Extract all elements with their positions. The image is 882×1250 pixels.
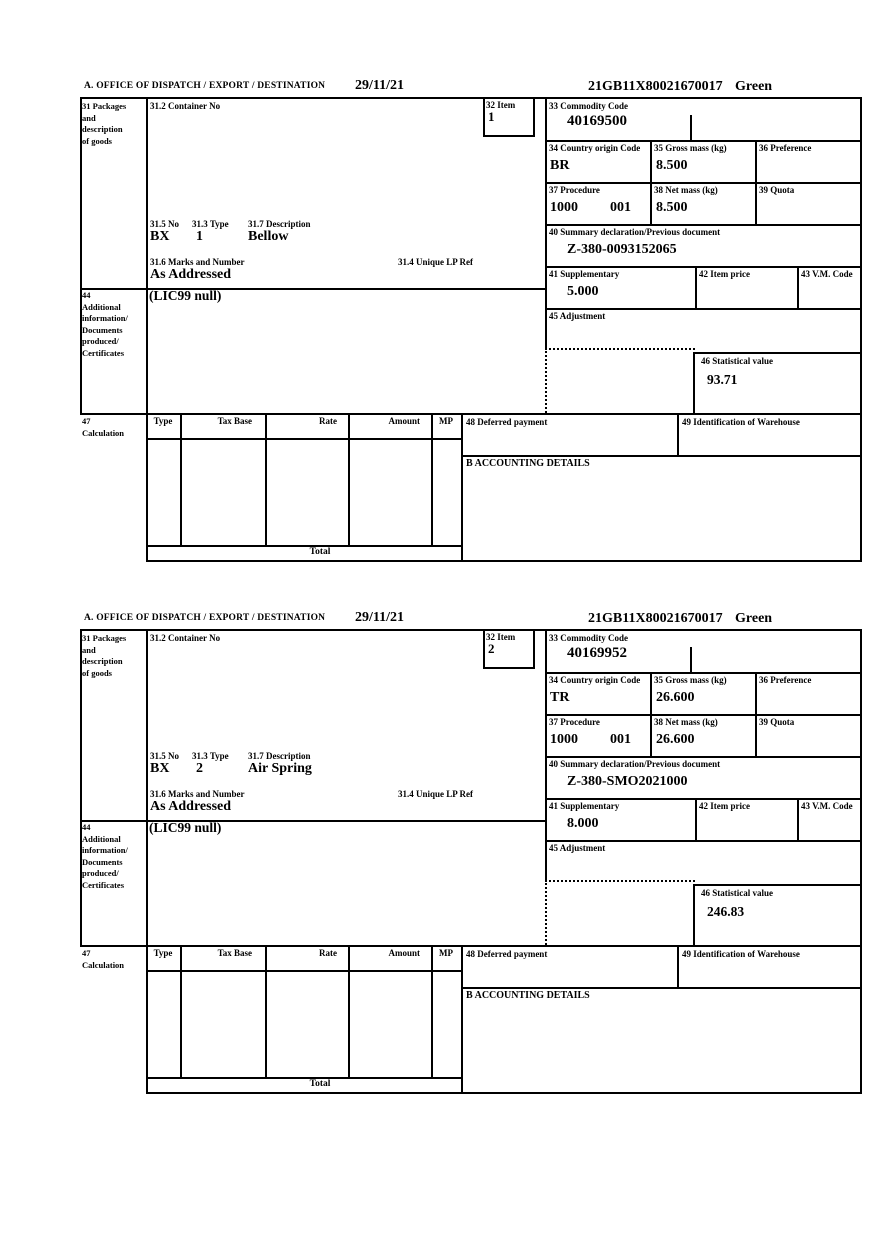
procedure-code2-value: 001	[610, 200, 631, 215]
box35-label: 35 Gross mass (kg)	[654, 675, 727, 685]
box39-label: 39 Quota	[759, 717, 795, 727]
line	[483, 629, 485, 667]
tax-col-rate-header: Rate	[319, 948, 337, 958]
box36-label: 36 Preference	[759, 675, 812, 685]
box31-5-label: 31.5 No	[150, 751, 179, 761]
line	[650, 672, 652, 758]
box31-label-line: description	[82, 656, 123, 666]
box34-label: 34 Country origin Code	[549, 675, 641, 685]
additional-information-value: (LIC99 null)	[149, 820, 222, 835]
line	[545, 798, 862, 800]
line	[146, 97, 148, 562]
line	[797, 266, 799, 310]
item-number-value: 1	[488, 109, 495, 124]
tax-col-amount-header: Amount	[388, 416, 420, 426]
accounting-details-label: B ACCOUNTING DETAILS	[466, 458, 590, 469]
line	[533, 629, 535, 669]
box49-label: 49 Identification of Warehouse	[682, 417, 800, 427]
line	[693, 884, 862, 886]
procedure-code-value: 1000	[550, 732, 578, 747]
net-mass-value: 8.500	[656, 200, 688, 215]
package-count-value: 1	[196, 229, 203, 244]
line	[483, 135, 535, 137]
line	[677, 945, 679, 987]
date-value: 29/11/21	[355, 78, 405, 93]
item-number-value: 2	[488, 641, 495, 656]
line	[265, 413, 267, 545]
line	[461, 455, 862, 457]
box47-label	[82, 416, 124, 439]
box31-label-line: and	[82, 112, 96, 123]
line	[693, 884, 695, 947]
item-sheet-1	[80, 75, 862, 562]
line	[80, 629, 862, 631]
box33-label: 33 Commodity Code	[549, 101, 628, 111]
line	[545, 140, 862, 142]
tax-total-label: Total	[309, 1079, 331, 1089]
net-mass-value: 26.600	[656, 732, 695, 747]
line	[695, 266, 697, 310]
box44-label-line: 44	[82, 822, 91, 832]
box35-label: 35 Gross mass (kg)	[654, 143, 727, 153]
line	[860, 629, 862, 1094]
commodity-code-separator	[690, 647, 692, 674]
box31-2-label: 31.2 Container No	[150, 633, 221, 643]
box31-label-line: of goods	[82, 135, 112, 146]
box31-6-label: 31.6 Marks and Number	[150, 257, 245, 267]
line	[461, 413, 463, 562]
line	[146, 1092, 862, 1094]
box44-label	[82, 290, 128, 359]
box33-label: 33 Commodity Code	[549, 633, 628, 643]
tax-col-taxbase-header: Tax Base	[217, 416, 252, 426]
line	[265, 945, 267, 1077]
box44-label-line: 44	[82, 290, 91, 300]
box32-label: 32 Item	[486, 632, 516, 642]
box44-label-line: information/	[82, 313, 128, 323]
summary-declaration-value: Z-380-SMO2021000	[567, 774, 688, 789]
box46-label: 46 Statistical value	[701, 356, 773, 366]
box44-label-line: information/	[82, 845, 128, 855]
box31-4-label: 31.4 Unique LP Ref	[398, 257, 474, 267]
line	[545, 756, 862, 758]
routing-status: Green	[735, 79, 773, 94]
line	[545, 224, 862, 226]
commodity-code-separator	[690, 115, 692, 142]
dotted-line	[545, 880, 695, 882]
marks-and-number-value: As Addressed	[150, 267, 232, 282]
package-count-value: 2	[196, 761, 203, 776]
box42-label: 42 Item price	[699, 269, 750, 279]
line	[431, 413, 433, 545]
line	[693, 352, 862, 354]
box31-label	[82, 633, 126, 679]
box31-3-label: 31.3 Type	[192, 219, 229, 229]
line	[80, 413, 862, 415]
line	[545, 97, 547, 350]
goods-description-value: Bellow	[248, 229, 289, 244]
supplementary-units-value: 5.000	[567, 284, 599, 299]
line	[80, 945, 862, 947]
box31-4-label: 31.4 Unique LP Ref	[398, 789, 474, 799]
box37-label: 37 Procedure	[549, 185, 600, 195]
procedure-code-value: 1000	[550, 200, 578, 215]
tax-col-type-header: Type	[153, 416, 173, 426]
tax-col-mp-header: MP	[439, 948, 453, 958]
line	[80, 97, 862, 99]
box34-label: 34 Country origin Code	[549, 143, 641, 153]
box31-label-line: 31 Packages	[82, 101, 127, 111]
declaration-reference: 21GB11X80021670017	[588, 79, 723, 94]
statistical-value: 93.71	[707, 372, 738, 387]
box31-3-label: 31.3 Type	[192, 751, 229, 761]
line	[650, 140, 652, 226]
line	[483, 667, 535, 669]
box31-label-line: 31 Packages	[82, 633, 127, 643]
box38-label: 38 Net mass (kg)	[654, 185, 718, 195]
line	[545, 629, 547, 882]
box43-label: 43 V.M. Code	[801, 269, 853, 279]
package-code-value: BX	[150, 229, 170, 244]
box47-label-line: Calculation	[82, 427, 125, 438]
statistical-value: 246.83	[707, 904, 745, 919]
line	[461, 987, 862, 989]
box44-label-line: Additional	[82, 833, 121, 844]
box31-7-label: 31.7 Description	[248, 751, 311, 761]
box49-label: 49 Identification of Warehouse	[682, 949, 800, 959]
gross-mass-value: 8.500	[656, 158, 688, 173]
country-origin-value: BR	[550, 158, 570, 173]
line	[755, 140, 757, 226]
line	[431, 945, 433, 1077]
line	[695, 798, 697, 842]
box44-label-line: Certificates	[82, 347, 125, 358]
additional-information-value: (LIC99 null)	[149, 288, 222, 303]
box42-label: 42 Item price	[699, 801, 750, 811]
line	[693, 352, 695, 415]
dotted-line	[545, 348, 547, 413]
box44-label-line: Documents	[82, 856, 123, 867]
country-origin-value: TR	[550, 690, 570, 705]
accounting-details-label: B ACCOUNTING DETAILS	[466, 990, 590, 1001]
summary-declaration-value: Z-380-0093152065	[567, 242, 677, 257]
line	[797, 798, 799, 842]
box44-label	[82, 822, 128, 891]
box31-2-label: 31.2 Container No	[150, 101, 221, 111]
box31-label	[82, 101, 126, 147]
line	[146, 438, 463, 440]
date-value: 29/11/21	[355, 610, 405, 625]
box40-label: 40 Summary declaration/Previous document	[549, 759, 721, 769]
office-of-dispatch-label: A. OFFICE OF DISPATCH / EXPORT / DESTINATION	[84, 81, 326, 91]
box31-6-label: 31.6 Marks and Number	[150, 789, 245, 799]
box41-label: 41 Supplementary	[549, 269, 620, 279]
box31-7-label: 31.7 Description	[248, 219, 311, 229]
declaration-reference: 21GB11X80021670017	[588, 611, 723, 626]
box31-label-line: of goods	[82, 667, 112, 678]
line	[755, 672, 757, 758]
box44-label-line: produced/	[82, 868, 119, 878]
box44-label-line: Additional	[82, 301, 121, 312]
routing-status: Green	[735, 611, 773, 626]
box47-label-line: Calculation	[82, 959, 125, 970]
box39-label: 39 Quota	[759, 185, 795, 195]
tax-col-taxbase-header: Tax Base	[217, 948, 252, 958]
box31-5-label: 31.5 No	[150, 219, 179, 229]
box31-label-line: and	[82, 644, 96, 655]
procedure-code2-value: 001	[610, 732, 631, 747]
line	[146, 629, 148, 1094]
line	[545, 714, 862, 716]
box47-label-line: 47	[82, 948, 91, 958]
line	[146, 560, 862, 562]
line	[545, 182, 862, 184]
marks-and-number-value: As Addressed	[150, 799, 232, 814]
box43-label: 43 V.M. Code	[801, 801, 853, 811]
box47-label-line: 47	[82, 416, 91, 426]
line	[677, 413, 679, 455]
line	[146, 970, 463, 972]
tax-col-type-header: Type	[153, 948, 173, 958]
tax-col-amount-header: Amount	[388, 948, 420, 958]
box44-label-line: Documents	[82, 324, 123, 335]
tax-col-mp-header: MP	[439, 416, 453, 426]
line	[860, 97, 862, 562]
box44-label-line: produced/	[82, 336, 119, 346]
box40-label: 40 Summary declaration/Previous document	[549, 227, 721, 237]
box47-label	[82, 948, 124, 971]
box46-label: 46 Statistical value	[701, 888, 773, 898]
box48-label: 48 Deferred payment	[466, 949, 548, 959]
box31-label-line: description	[82, 124, 123, 134]
line	[545, 840, 862, 842]
box48-label: 48 Deferred payment	[466, 417, 548, 427]
tax-total-label: Total	[309, 547, 331, 557]
box45-label: 45 Adjustment	[549, 311, 606, 321]
supplementary-units-value: 8.000	[567, 816, 599, 831]
commodity-code-value: 40169500	[567, 113, 627, 129]
dotted-line	[545, 348, 695, 350]
line	[348, 413, 350, 545]
package-code-value: BX	[150, 761, 170, 776]
goods-description-value: Air Spring	[248, 761, 312, 776]
line	[483, 97, 485, 135]
line	[180, 413, 182, 545]
box38-label: 38 Net mass (kg)	[654, 717, 718, 727]
tax-col-rate-header: Rate	[319, 416, 337, 426]
box45-label: 45 Adjustment	[549, 843, 606, 853]
line	[545, 308, 862, 310]
line	[461, 945, 463, 1094]
item-sheet-2	[80, 607, 862, 1094]
line	[348, 945, 350, 1077]
box44-label-line: Certificates	[82, 879, 125, 890]
commodity-code-value: 40169952	[567, 645, 627, 661]
box36-label: 36 Preference	[759, 143, 812, 153]
line	[545, 672, 862, 674]
gross-mass-value: 26.600	[656, 690, 695, 705]
box37-label: 37 Procedure	[549, 717, 600, 727]
line	[533, 97, 535, 137]
box41-label: 41 Supplementary	[549, 801, 620, 811]
line	[545, 266, 862, 268]
office-of-dispatch-label: A. OFFICE OF DISPATCH / EXPORT / DESTINATION	[84, 613, 326, 623]
dotted-line	[545, 880, 547, 945]
line	[180, 945, 182, 1077]
box32-label: 32 Item	[486, 100, 516, 110]
